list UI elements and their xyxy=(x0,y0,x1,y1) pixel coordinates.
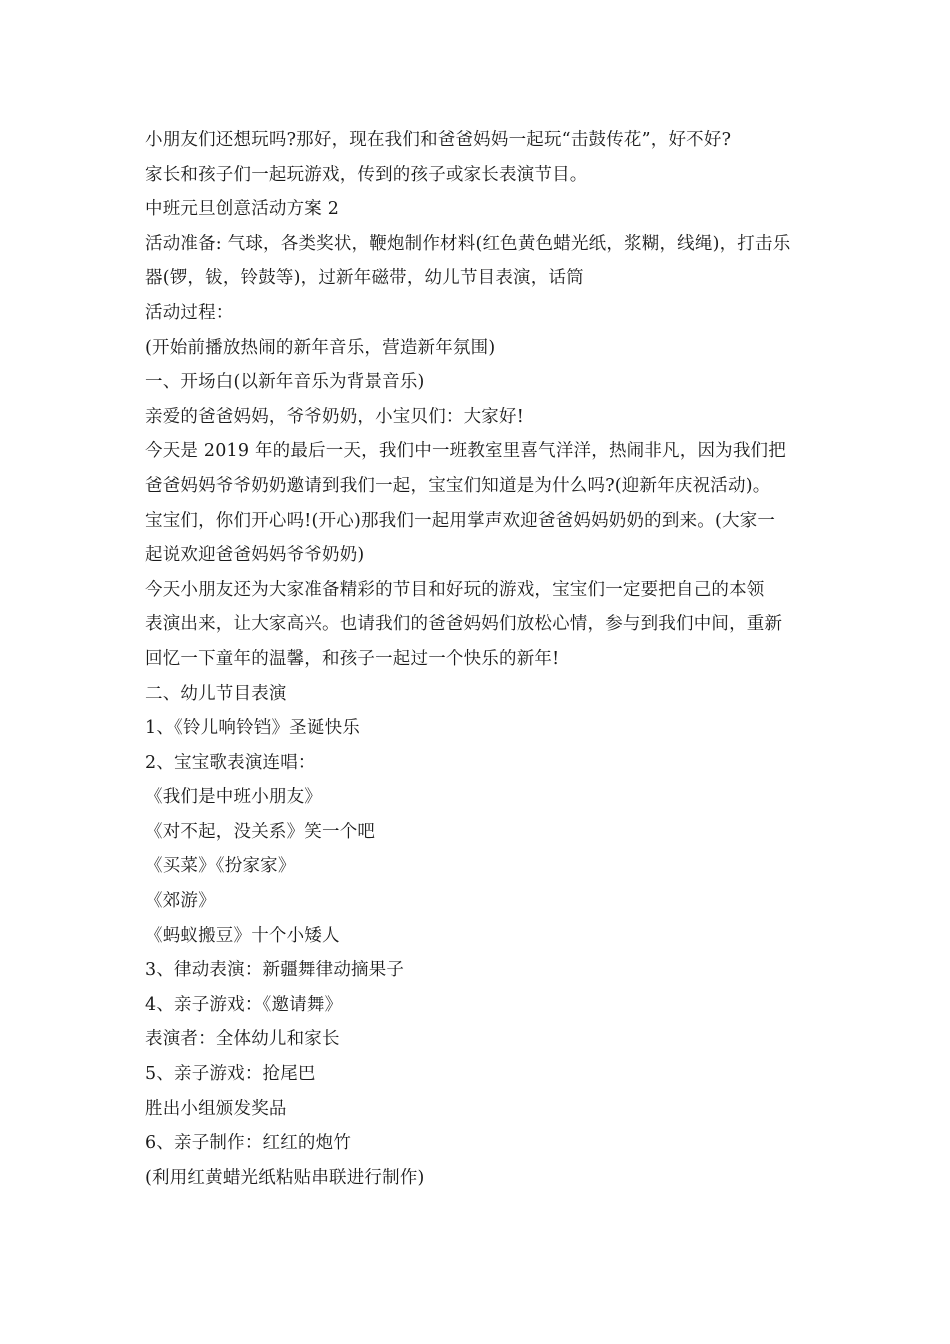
song-title: 《对不起，没关系》笑一个吧 xyxy=(145,821,376,842)
song-title: 《买菜》《扮家家》 xyxy=(145,856,296,877)
text-line: 器(锣，钹，铃鼓等)，过新年磁带，幼儿节目表演，话筒 xyxy=(145,268,584,289)
section-heading: 一、开场白(以新年音乐为背景音乐) xyxy=(145,372,425,393)
list-item: 6、亲子制作：红红的炮竹 xyxy=(145,1133,352,1154)
list-item: 3、律动表演：新疆舞律动摘果子 xyxy=(145,960,405,981)
text-line: 小朋友们还想玩吗?那好，现在我们和爸爸妈妈一起玩“击鼓传花”，好不好? xyxy=(145,130,732,150)
text-line: 亲爱的爸爸妈妈，爷爷奶奶，小宝贝们：大家好! xyxy=(145,406,524,427)
document-body xyxy=(145,123,810,1195)
text-line: 活动准备: 气球，各类奖状，鞭炮制作材料(红色黄色蜡光纸，浆糊，线绳)，打击乐 xyxy=(145,233,791,254)
text-line: 表演出来，让大家高兴。也请我们的爸爸妈妈们放松心情，参与到我们中间，重新 xyxy=(145,614,783,635)
song-title: 《我们是中班小朋友》 xyxy=(145,787,322,808)
text-line: 起说欢迎爸爸妈妈爷爷奶奶) xyxy=(145,545,365,566)
list-item: 2、宝宝歌表演连唱： xyxy=(145,752,316,773)
section-heading: 二、幼儿节目表演 xyxy=(145,683,287,704)
text-line: (开始前播放热闹的新年音乐，营造新年氛围) xyxy=(145,337,496,358)
list-item: 5、亲子游戏：抢尾巴 xyxy=(145,1064,316,1085)
text-line: 今天小朋友还为大家准备精彩的节目和好玩的游戏，宝宝们一定要把自己的本领 xyxy=(145,579,765,600)
section-title: 中班元旦创意活动方案 2 xyxy=(145,199,340,220)
song-title: 《郊游》 xyxy=(145,891,216,912)
text-line: 回忆一下童年的温馨，和孩子一起过一个快乐的新年! xyxy=(145,648,560,669)
list-item: 1、《铃儿响铃铛》圣诞快乐 xyxy=(145,718,360,739)
text-line: 今天是 2019 年的最后一天，我们中一班教室里喜气洋洋，热闹非凡，因为我们把 xyxy=(145,441,786,462)
text-line: 活动过程： xyxy=(145,302,234,323)
text-line: 宝宝们，你们开心吗!(开心)那我们一起用掌声欢迎爸爸妈妈奶奶的到来。(大家一 xyxy=(145,510,776,531)
text-line: 表演者：全体幼儿和家长 xyxy=(145,1029,340,1050)
list-item: 4、亲子游戏：《邀请舞》 xyxy=(145,994,343,1015)
text-line: 胜出小组颁发奖品 xyxy=(145,1098,287,1119)
text-line: (利用红黄蜡光纸粘贴串联进行制作) xyxy=(145,1167,425,1188)
text-line: 爸爸妈妈爷爷奶奶邀请到我们一起，宝宝们知道是为什么吗?(迎新年庆祝活动)。 xyxy=(145,475,771,496)
song-title: 《蚂蚁搬豆》十个小矮人 xyxy=(145,925,340,946)
text-line: 家长和孩子们一起玩游戏，传到的孩子或家长表演节目。 xyxy=(145,164,588,185)
